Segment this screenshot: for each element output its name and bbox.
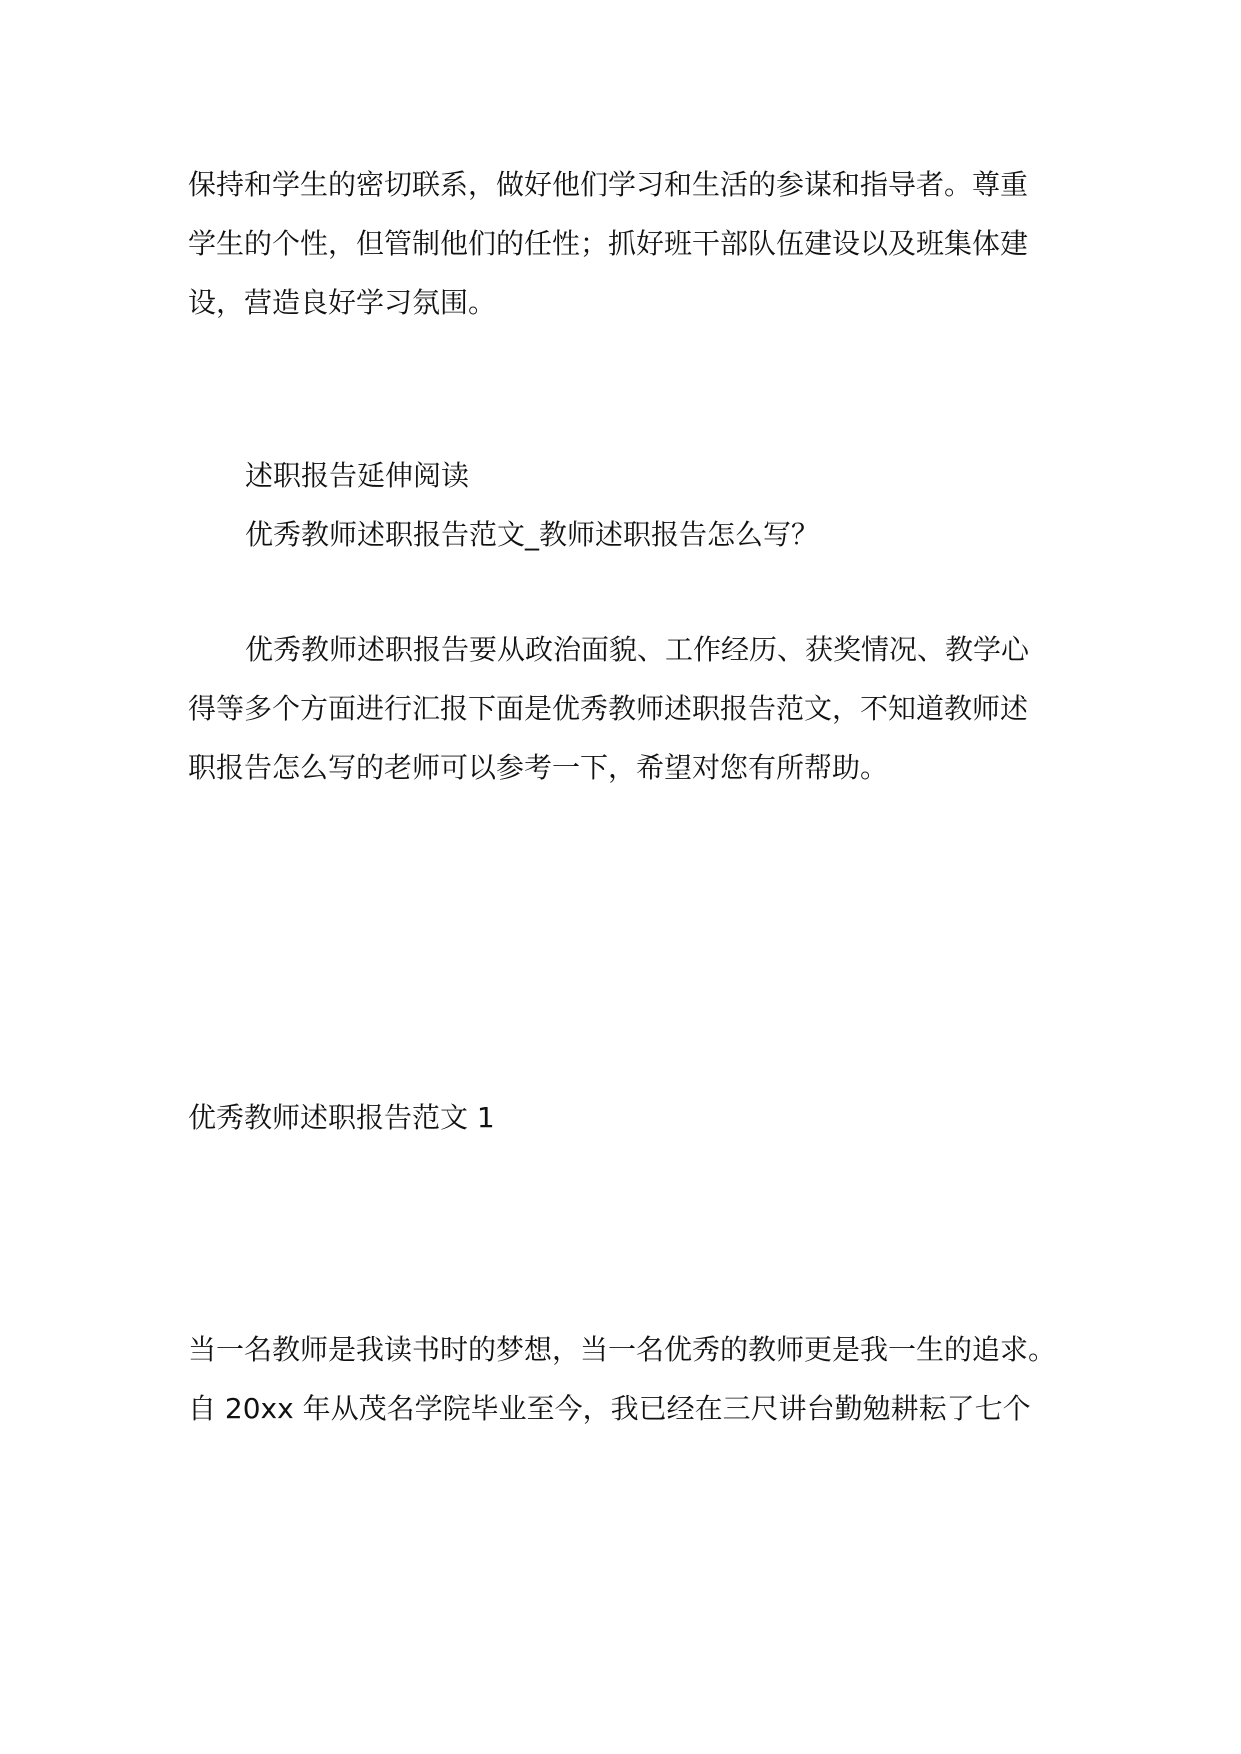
paragraph-3-line-1: 当一名教师是我读书时的梦想，当一名优秀的教师更是我一生的追求。 [188, 1333, 1057, 1366]
paragraph-2-line-3: 职报告怎么写的老师可以参考一下，希望对您有所帮助。 [188, 751, 889, 784]
paragraph-1-line-1: 保持和学生的密切联系，做好他们学习和生活的参谋和指导者。尊重 [188, 168, 1029, 201]
extended-reading-subheading: 优秀教师述职报告范文_教师述职报告怎么写？ [245, 518, 820, 551]
paragraph-1-line-2: 学生的个性，但管制他们的任性；抓好班干部队伍建设以及班集体建 [188, 227, 1029, 260]
paragraph-1-line-3: 设，营造良好学习氛围。 [188, 286, 497, 319]
extended-reading-heading: 述职报告延伸阅读 [245, 459, 470, 492]
paragraph-3-line-2: 自 20xx 年从茂名学院毕业至今，我已经在三尺讲台勤勉耕耘了七个 [188, 1392, 1031, 1425]
section-title: 优秀教师述职报告范文 1 [188, 1101, 495, 1134]
paragraph-2-line-2: 得等多个方面进行汇报下面是优秀教师述职报告范文，不知道教师述 [188, 692, 1029, 725]
paragraph-2-line-1: 优秀教师述职报告要从政治面貌、工作经历、获奖情况、教学心 [245, 633, 1030, 666]
